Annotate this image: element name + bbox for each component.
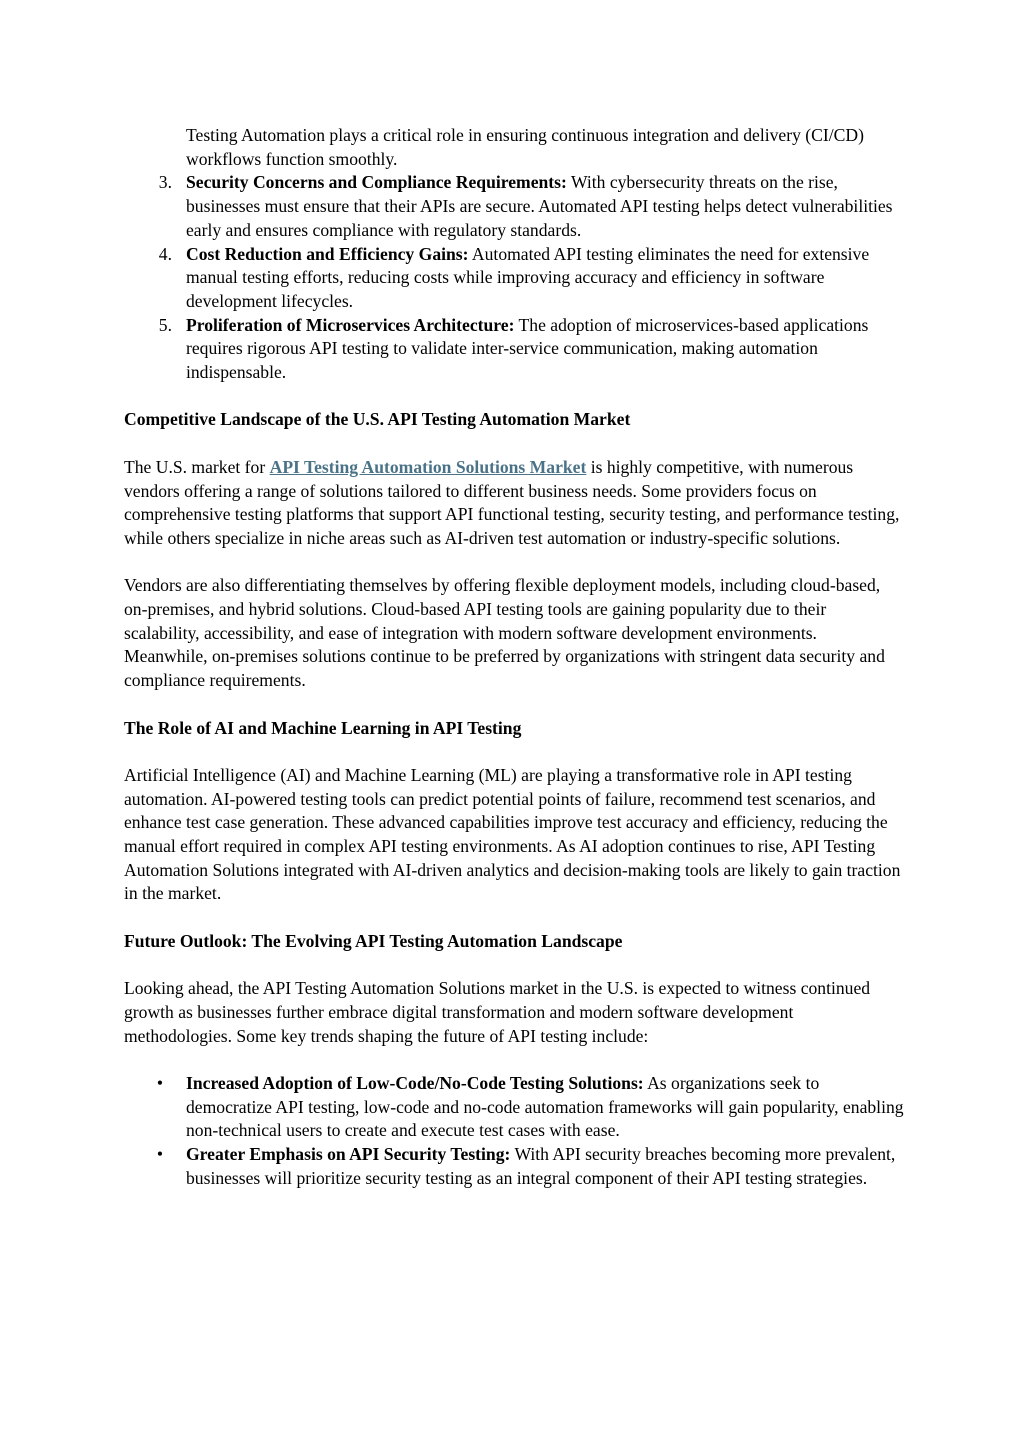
spacer	[124, 385, 904, 409]
list-item	[124, 1143, 904, 1190]
paragraph-text: The U.S. market for	[124, 456, 270, 477]
list-number: 5.	[158, 314, 172, 335]
section-heading-future-outlook: Future Outlook: The Evolving API Testing Automation Landscape	[124, 930, 623, 951]
spacer	[124, 906, 904, 930]
paragraph-future-outlook: Looking ahead, the API Testing Automation Solutions market in the U.S. is expected to witness continued growth as businesses further embrace digital transformation and modern software development methodologies. Some key trends shaping the future of API testing include:	[124, 978, 871, 1046]
paragraph-text: is highly competitive, with numerous vendors offering a range of solutions tailored to different business needs. Some providers focus on comprehensive testing platforms that support API functional testing, security testing, and performance testing, while others specialize in niche areas such as AI-driven test automation or industry-specific solutions.	[124, 456, 900, 548]
list-item	[124, 314, 904, 385]
bullet-icon: •	[156, 1073, 164, 1093]
paragraph-market-overview	[124, 456, 904, 551]
bullet-icon: •	[156, 1144, 164, 1165]
list-item-text: The adoption of microservices-based applications requires rigorous API testing to validate inter-service communication, making automation indispensable.	[186, 314, 869, 383]
list-item-text: As organizations seek to democratize API testing, low-code and no-code automation frameworks will gain popularity, enabling non-technical users to create and execute test cases with ease.	[186, 1073, 904, 1141]
section-heading-ai-ml: The Role of AI and Machine Learning in API Testing	[124, 717, 522, 738]
spacer	[124, 954, 904, 978]
list-item-title: Greater Emphasis on API Security Testing:	[186, 1144, 511, 1165]
spacer	[124, 551, 904, 575]
list-item-title: Cost Reduction and Efficiency Gains:	[186, 243, 469, 264]
list-item-title: Proliferation of Microservices Architecture:	[186, 314, 515, 335]
list-item-text: With API security breaches becoming more prevalent, businesses will prioritize security testing as an integral component of their API testing strategies.	[186, 1144, 896, 1188]
spacer	[124, 432, 904, 456]
document-page	[124, 124, 904, 1191]
list-number: 4.	[158, 243, 172, 264]
spacer	[124, 693, 904, 717]
list-number: 3.	[158, 172, 172, 193]
list-item-text: Testing Automation plays a critical role in ensuring continuous integration and delivery (CI/CD) workflows function smoothly.	[186, 125, 864, 169]
spacer	[124, 1048, 904, 1072]
list-item-text: With cybersecurity threats on the rise, businesses must ensure that their APIs are secure. Automated API testing helps detect vulnerabilities early and ensures compliance with regulatory standards.	[186, 172, 893, 240]
list-item-continuation	[124, 124, 904, 171]
bullet-list	[124, 1072, 904, 1191]
paragraph-ai-ml: Artificial Intelligence (AI) and Machine Learning (ML) are playing a transformative role in API testing automation. AI-powered testing tools can predict potential points of failure, recommend test scenarios, and enhance test case generation. These advanced capabilities improve test accuracy and efficiency, reducing the manual effort required in complex API testing environments. As AI adoption continues to rise, API Testing Automation Solutions integrated with AI-driven analytics and decision-making tools are likely to gain traction in the market.	[124, 764, 901, 904]
paragraph-vendors: Vendors are also differentiating themselves by offering flexible deployment models, including cloud-based, on-premises, and hybrid solutions. Cloud-based API testing tools are gaining popularity due to their scalability, accessibility, and ease of integration with modern software development environments. Meanwhile, on-premises solutions continue to be preferred by organizations with stringent data security and compliance requirements.	[124, 575, 885, 691]
numbered-list	[124, 171, 904, 384]
list-item-text: Automated API testing eliminates the need for extensive manual testing efforts, reducing costs while improving accuracy and efficiency in software development lifecycles.	[186, 243, 870, 311]
market-report-link[interactable]: API Testing Automation Solutions Market	[269, 456, 587, 477]
section-heading-competitive-landscape: Competitive Landscape of the U.S. API Testing Automation Market	[124, 409, 631, 430]
list-item-title: Security Concerns and Compliance Requirements:	[186, 172, 567, 193]
spacer	[124, 740, 904, 764]
list-item	[124, 171, 904, 242]
list-item	[124, 1072, 904, 1143]
list-item-title: Increased Adoption of Low-Code/No-Code Testing Solutions:	[186, 1073, 644, 1093]
list-item	[124, 243, 904, 314]
